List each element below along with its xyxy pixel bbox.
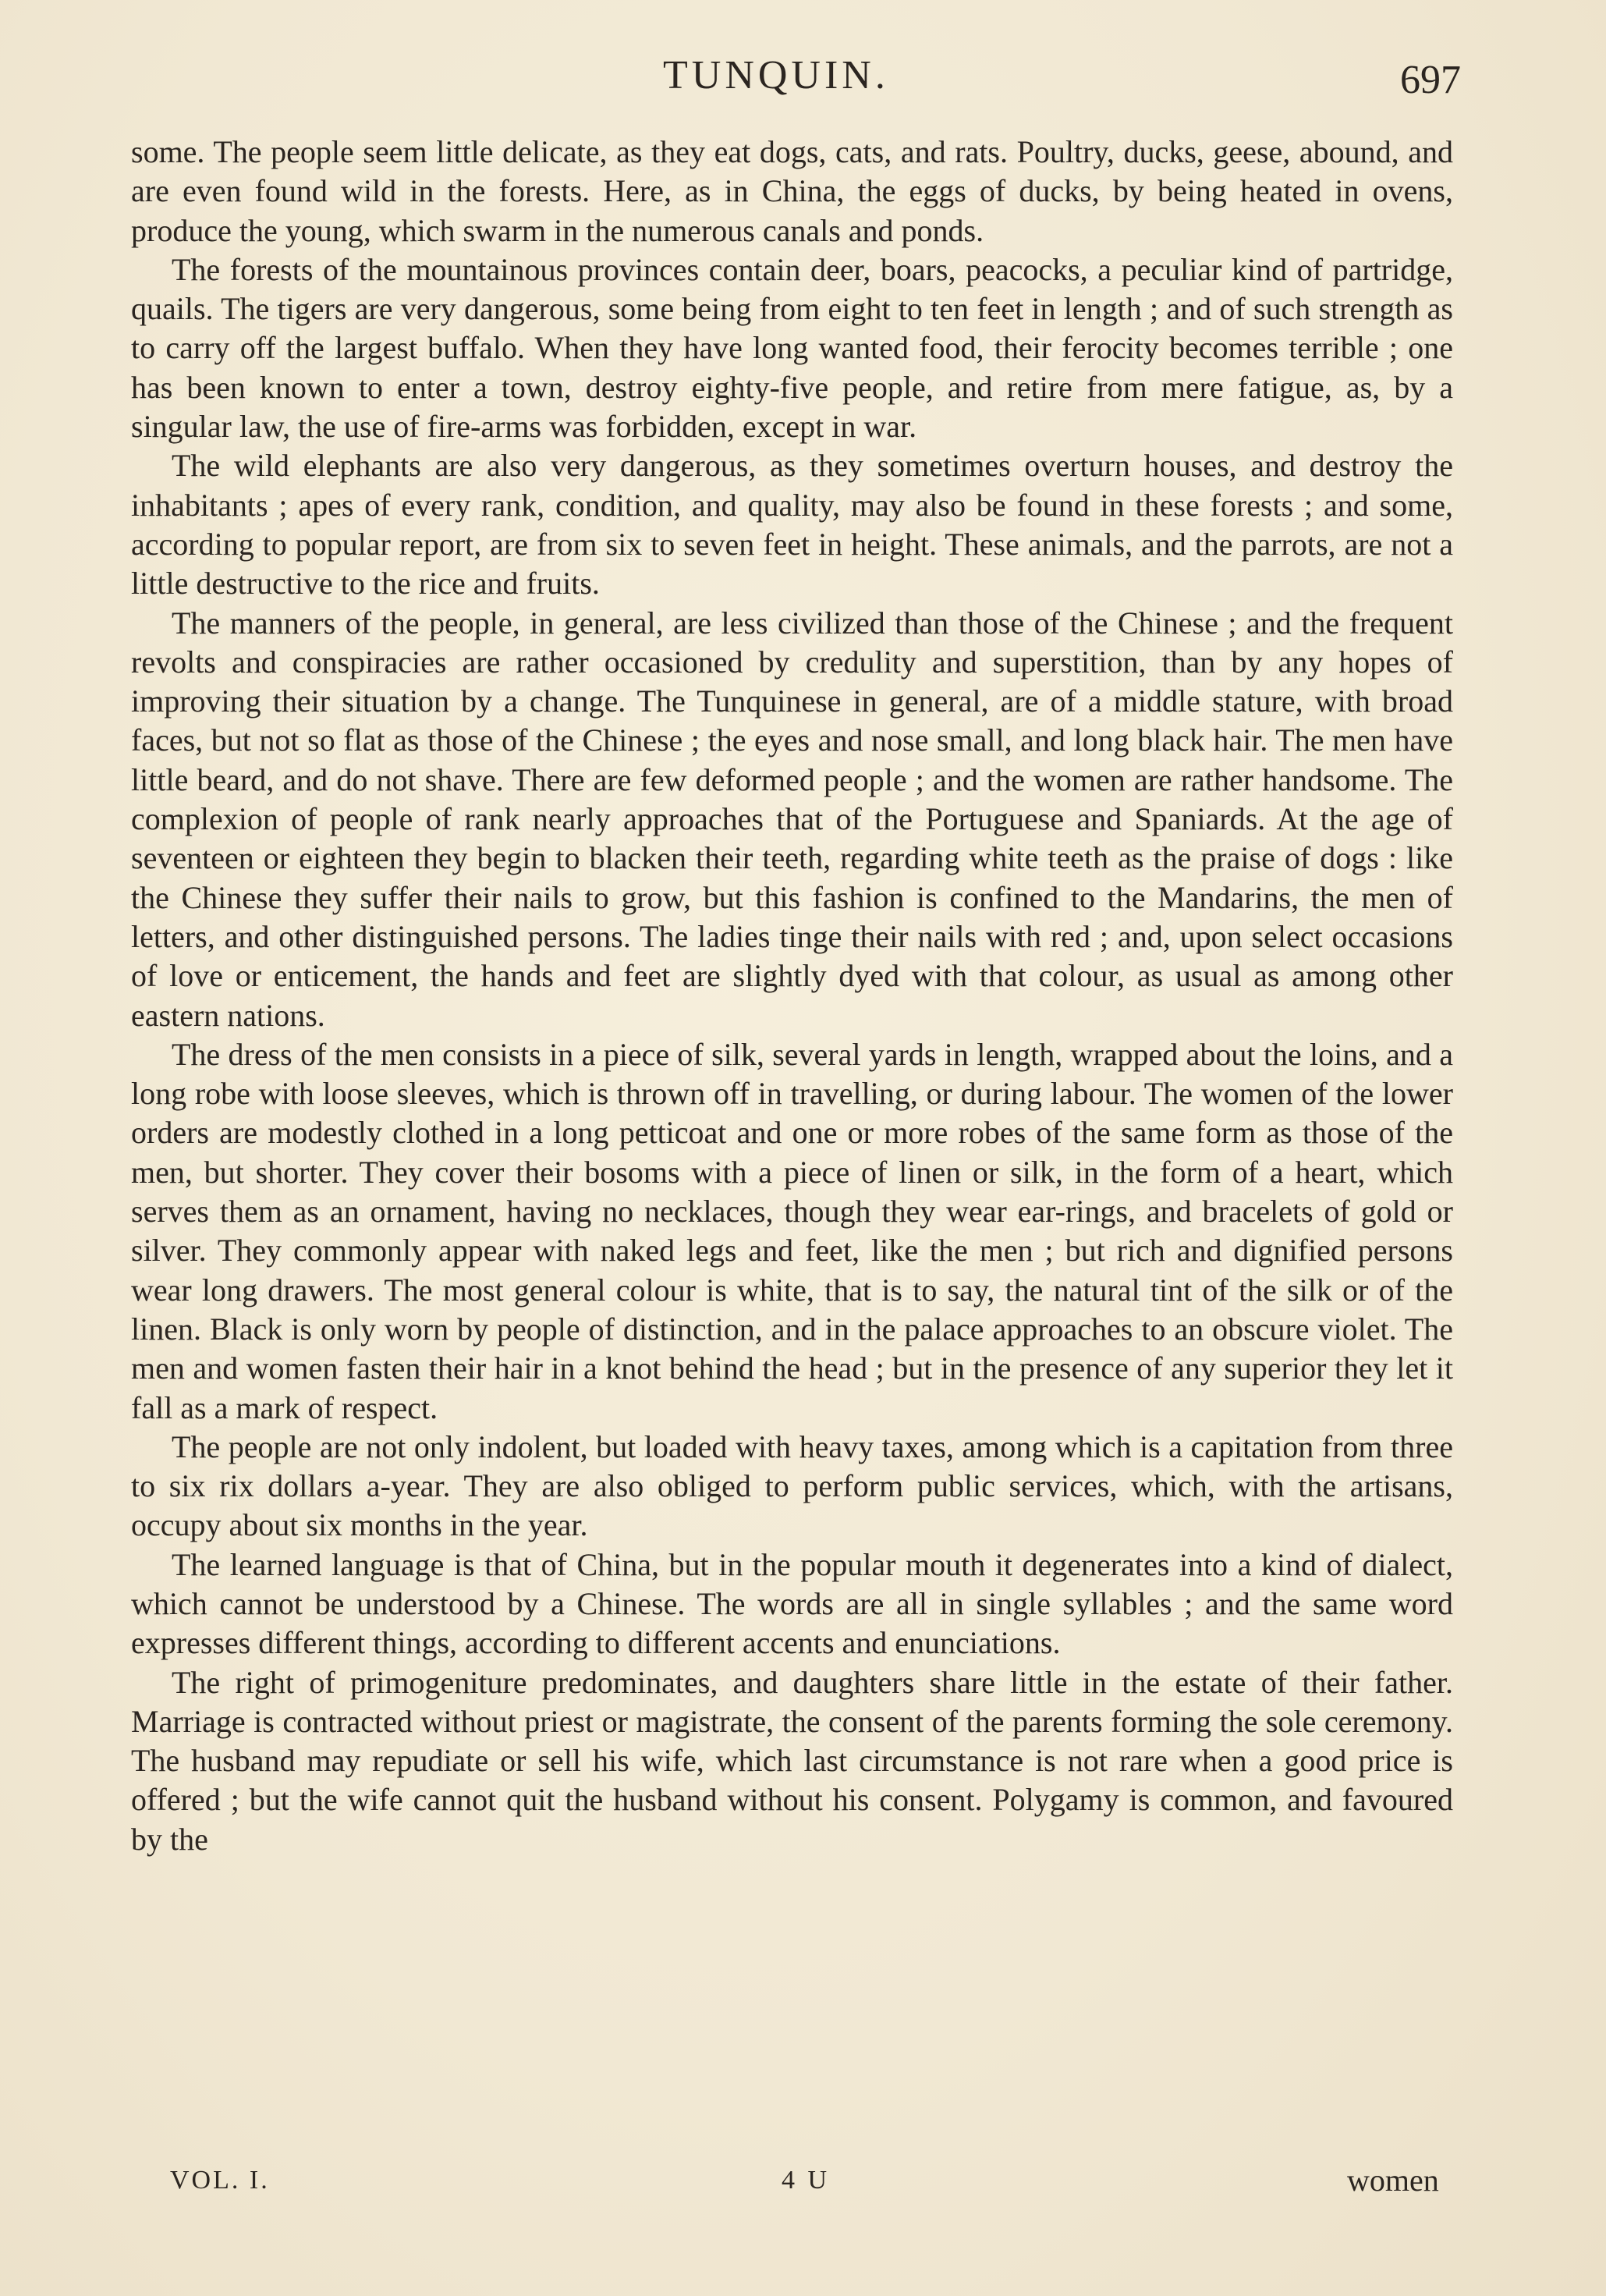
running-head — [0, 48, 1606, 103]
paragraph-taxes: The people are not only indolent, but loaded with heavy taxes, among which is a capitation from three to six rix dollars a-year. They are also obliged to perform public services, which, with the artisans, occupy about six months in the year. — [131, 1428, 1453, 1543]
volume-label: VOL. I. — [170, 2166, 270, 2195]
paragraph-elephants: The wild elephants are also very dangerous, as they sometimes overturn houses, and destroy the inhabitants ; apes of every rank, condition, and quality, may also be found in these forests ; and some, according to popular report, are from six to seven feet in height. These animals, and the parrots, are not a little destructive to the rice and fruits. — [131, 448, 1453, 602]
catchword: women — [1347, 2163, 1439, 2198]
paragraph-dress: The dress of the men consists in a piece of silk, several yards in length, wrapped about the loins, and a long robe with loose sleeves, which is thrown off in travelling, or during labour. The women of the lower orders are modestly clothed in a long petticoat and one or more robes of the same form as those of the men, but shorter. They cover their bosoms with a piece of linen or silk, in the form of a heart, which serves them as an ornament, having no necklaces, though they wear ear-rings, and bracelets of gold or silver. They commonly appear with naked legs and feet, like the men ; but rich and dignified persons wear long drawers. The most general colour is white, that is to say, the natural tint of the silk or of the linen. Black is only worn by people of distinction, and in the palace approaches to an obscure violet. The men and women fasten their hair in a knot behind the head ; but in the presence of any superior they let it fall as a mark of respect. — [131, 1036, 1453, 1425]
page-number: 697 — [1400, 58, 1461, 102]
paragraph-poultry: some. The people seem little delicate, as they eat dogs, cats, and rats. Poultry, ducks, geese, abound, and are even found wild in the forests. Here, as in China, the eggs of ducks, by being heated in ovens, produce the young, which swarm in the numerous canals and ponds. — [131, 134, 1453, 248]
page-footer — [0, 2161, 1606, 2200]
paragraph-manners: The manners of the people, in general, are less civilized than those of the Chinese ; and the frequent revolts and conspiracies are rather occasioned by credulity and superstition, than by any hopes of improving their situation by a change. The Tunquinese in general, are of a middle stature, with broad faces, but not so flat as those of the Chinese ; the eyes and nose small, and long black hair. The men have little beard, and do not shave. There are few deformed people ; and the women are rather handsome. The complexion of people of rank nearly approaches that of the Portuguese and Spaniards. At the age of seventeen or eighteen they begin to blacken their teeth, regarding white teeth as the praise of dogs : like the Chinese they suffer their nails to grow, but this fashion is confined to the Mandarins, the men of letters, and other distinguished persons. The ladies tinge their nails with red ; and, upon select occasions of love or enticement, the hands and feet are slightly dyed with that colour, as usual as among other eastern nations. — [131, 605, 1453, 1033]
running-title: TUNQUIN. — [663, 53, 889, 98]
body-text — [131, 133, 1453, 1859]
paragraph-forests: The forests of the mountainous provinces contain deer, boars, peacocks, a peculiar kind of partridge, quails. The tigers are very dangerous, some being from eight to ten feet in length ; and of such strength as to carry off the largest buffalo. When they have long wanted food, their ferocity becomes terrible ; one has been known to enter a town, destroy eighty-five people, and retire from mere fatigue, as, by a singular law, the use of fire-arms was forbidden, except in war. — [131, 251, 1453, 445]
paragraph-marriage: The right of primogeniture predominates, and daughters share little in the estate of their father. Marriage is contracted without priest or magistrate, the consent of the parents forming the sole ceremony. The husband may repudiate or sell his wife, which last circumstance is not rare when a good price is offered ; but the wife cannot quit the husband without his consent. Polygamy is common, and favoured by the — [131, 1664, 1453, 1857]
signature-mark: 4 U — [782, 2166, 831, 2195]
paragraph-language: The learned language is that of China, but in the popular mouth it degenerates into a kind of dialect, which cannot be understood by a Chinese. The words are all in single syllables ; and the same word expresses different things, according to different accents and enunciations. — [131, 1546, 1453, 1661]
